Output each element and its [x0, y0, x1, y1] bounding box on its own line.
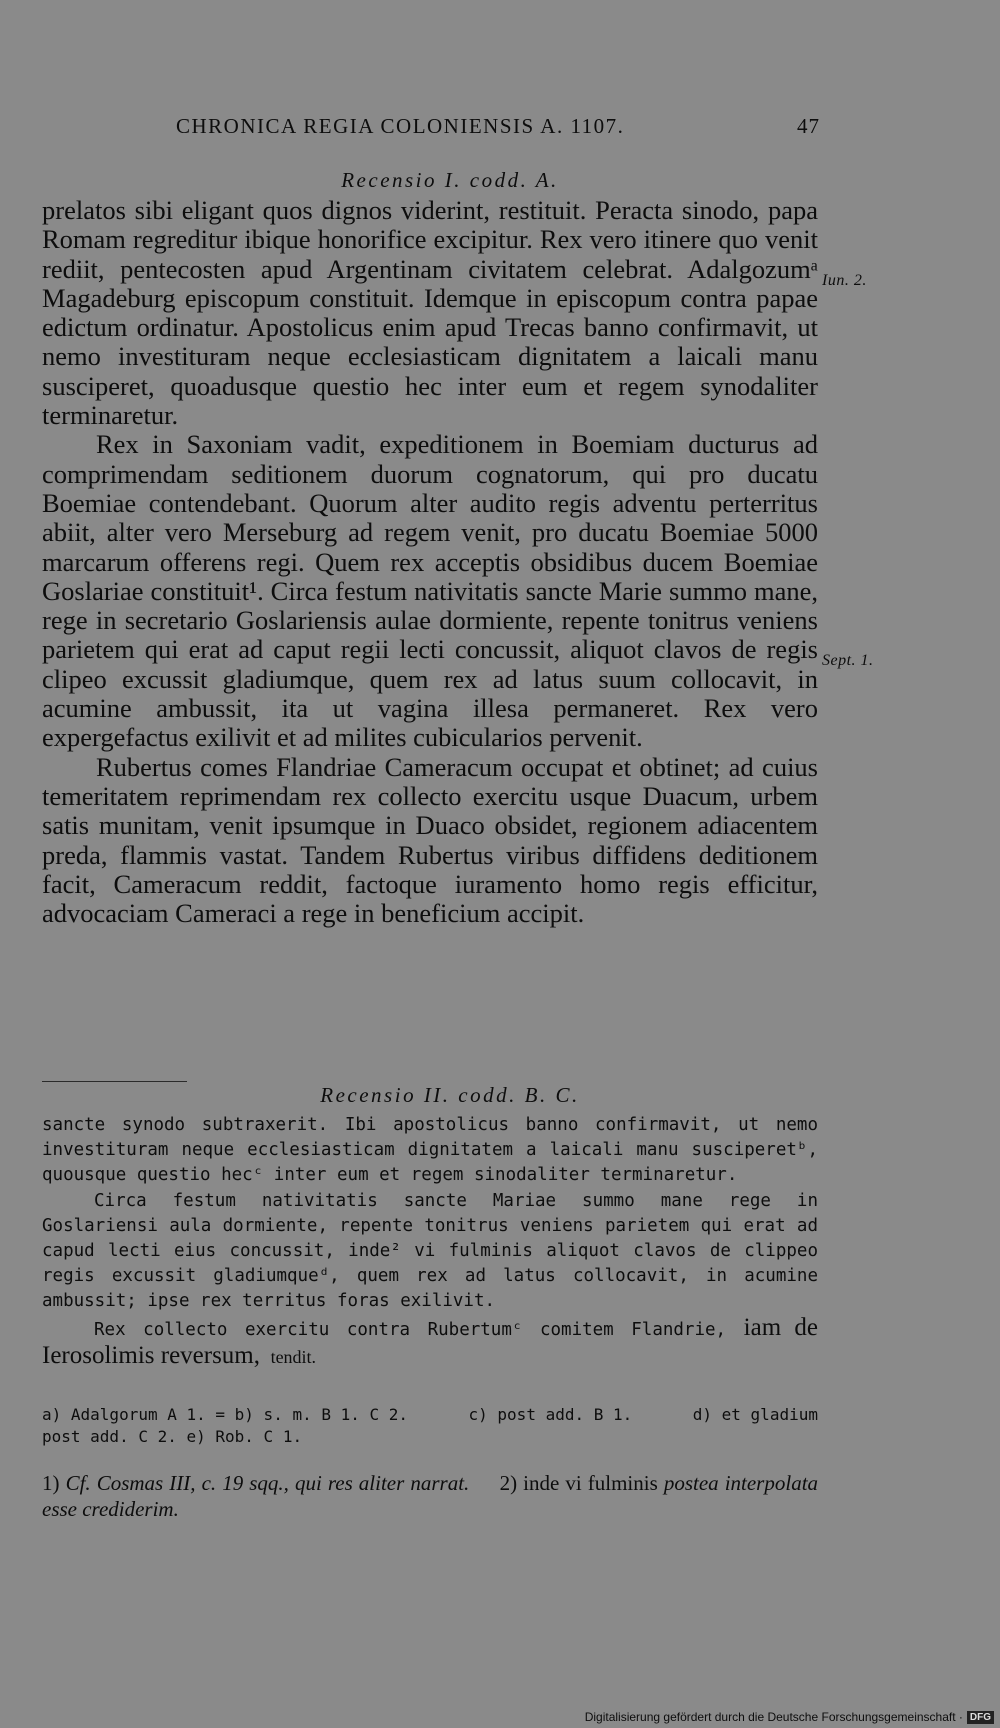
recension-2-paragraph: [42, 1315, 818, 1371]
recension-1-paragraph: prelatos sibi eligant quos dignos viderint, restituit. Peracta sinodo, papa Romam regreditur ibique honorifice excipitur. Rex vero itinere quo venit rediit, pentecosten apud Argentinam civitatem celebrat. Adalgozumᵃ Magadeburg episcopum constituit. Idemque in episcopum contra papae edictum ordinatur. Apostolicus enim apud Trecas banno confirmavit, ut nemo investituram neque ecclesiasticam dignitatem a laicali manu susciperet, quoadusque questio hec inter eum et regem synodaliter terminaretur.: [42, 195, 818, 431]
apparatus-footnotes: [42, 1404, 818, 1448]
footnote-text: Cf. Cosmas III, c. 19 sqq., qui res aliter narrat.: [65, 1471, 470, 1495]
recension-2-paragraph-text: Rex collecto exercitu contra Rubertumᶜ comitem Flandrie,: [94, 1319, 727, 1340]
footnote-text-italic: postea interpolata esse crediderim.: [42, 1471, 819, 1521]
running-header: [176, 114, 820, 139]
page-number: 47: [797, 114, 820, 138]
apparatus-note: c) post add. B 1.: [468, 1405, 633, 1424]
credit-text: Digitalisierung gefördert durch die Deutsche Forschungsgemeinschaft ·: [584, 1710, 963, 1724]
apparatus-note: d) et gladium: [692, 1405, 818, 1424]
digitization-credit: [585, 1710, 994, 1724]
margin-date-note: Iun. 2.: [822, 272, 867, 289]
footnote-text: inde vi fulminis: [523, 1471, 658, 1495]
recension-1-paragraph: Rubertus comes Flandriae Cameracum occupat et obtinet; ad cuius temeritatem reprimendam rex collecto exercitu usque Duacum, urbem satis munitam, venit ipsumque in Duaco obsidet, regionem adiacentem preda, flammis vastat. Tandem Rubertus viribus diffidens deditionem facit, Cameracum reddit, factoque iuramento homo regis efficitur, advocaciam Cameraci a rege in beneficium accipit.: [42, 751, 818, 929]
numbered-footnotes: [42, 1470, 818, 1522]
recension-2-tail-small: tendit.: [270, 1346, 317, 1367]
recension-2-text: [42, 1113, 818, 1371]
running-title: CHRONICA REGIA COLONIENSIS A. 1107.: [176, 114, 625, 138]
apparatus-note: post add. C 2. e) Rob. C 1.: [42, 1427, 303, 1446]
apparatus-note: a) Adalgorum A 1. = b) s. m. B 1. C 2.: [42, 1405, 409, 1424]
footnote-number: 1): [42, 1471, 60, 1495]
recension-2-heading: Recensio II. codd. B. C.: [320, 1083, 580, 1107]
recension-1-text: [42, 196, 818, 928]
divider-rule: [42, 1081, 187, 1082]
recension-1-paragraph: Rex in Saxoniam vadit, expeditionem in Boemiam ducturus ad comprimendam seditionem duorum cognatorum, qui pro ducatu Boemiae contendebant. Quorum alter audito regis adventu perterritus abiit, alter vero Merseburg ad regem venit, pro ducatu Boemiae 5000 marcarum offerens regi. Quem rex acceptis obsidibus ducem Boemiae Goslariae constituit¹. Circa festum nativitatis sancte Marie summo mane, rege in secretario Goslariensis aulae dormiente, repente tonitrus veniens parietem qui erat ad caput regii lecti concussit, aliquot clavos de regis clipeo excussit gladiumque, quem rex ad latus suum collocavit, in acumine ambussit, ita ut vagina illesa permaneret. Rex vero expergefactus exilivit et ad milites cubicularios pervenit.: [42, 429, 818, 753]
dfg-logo: DFG: [967, 1711, 994, 1724]
recension-1-heading: Recensio I. codd. A.: [341, 168, 559, 192]
margin-date-note: Sept. 1.: [822, 652, 874, 669]
recension-2-paragraph: sancte synodo subtraxerit. Ibi apostolicus banno confirmavit, ut nemo investituram neque ecclesiasticam dignitatem a laicali manu susciperetᵇ, quousque questio hecᶜ inter eum et regem sinodaliter terminaretur.: [42, 1115, 818, 1186]
recension-2-tail-large: iam de Ierosolimis reversum,: [42, 1313, 819, 1369]
footnote-number: 2): [499, 1471, 518, 1495]
recension-2-paragraph: Circa festum nativitatis sancte Mariae summo mane rege in Goslariensi aula dormiente, repente tonitrus veniens parietem qui erat ad capud lecti eius concussit, inde² vi fulminis aliquot clavos de clippeo regis excussit gladiumqueᵈ, quem rex ad latus collocavit, in acumine ambussit; ipse rex territus foras exilivit.: [42, 1190, 818, 1312]
